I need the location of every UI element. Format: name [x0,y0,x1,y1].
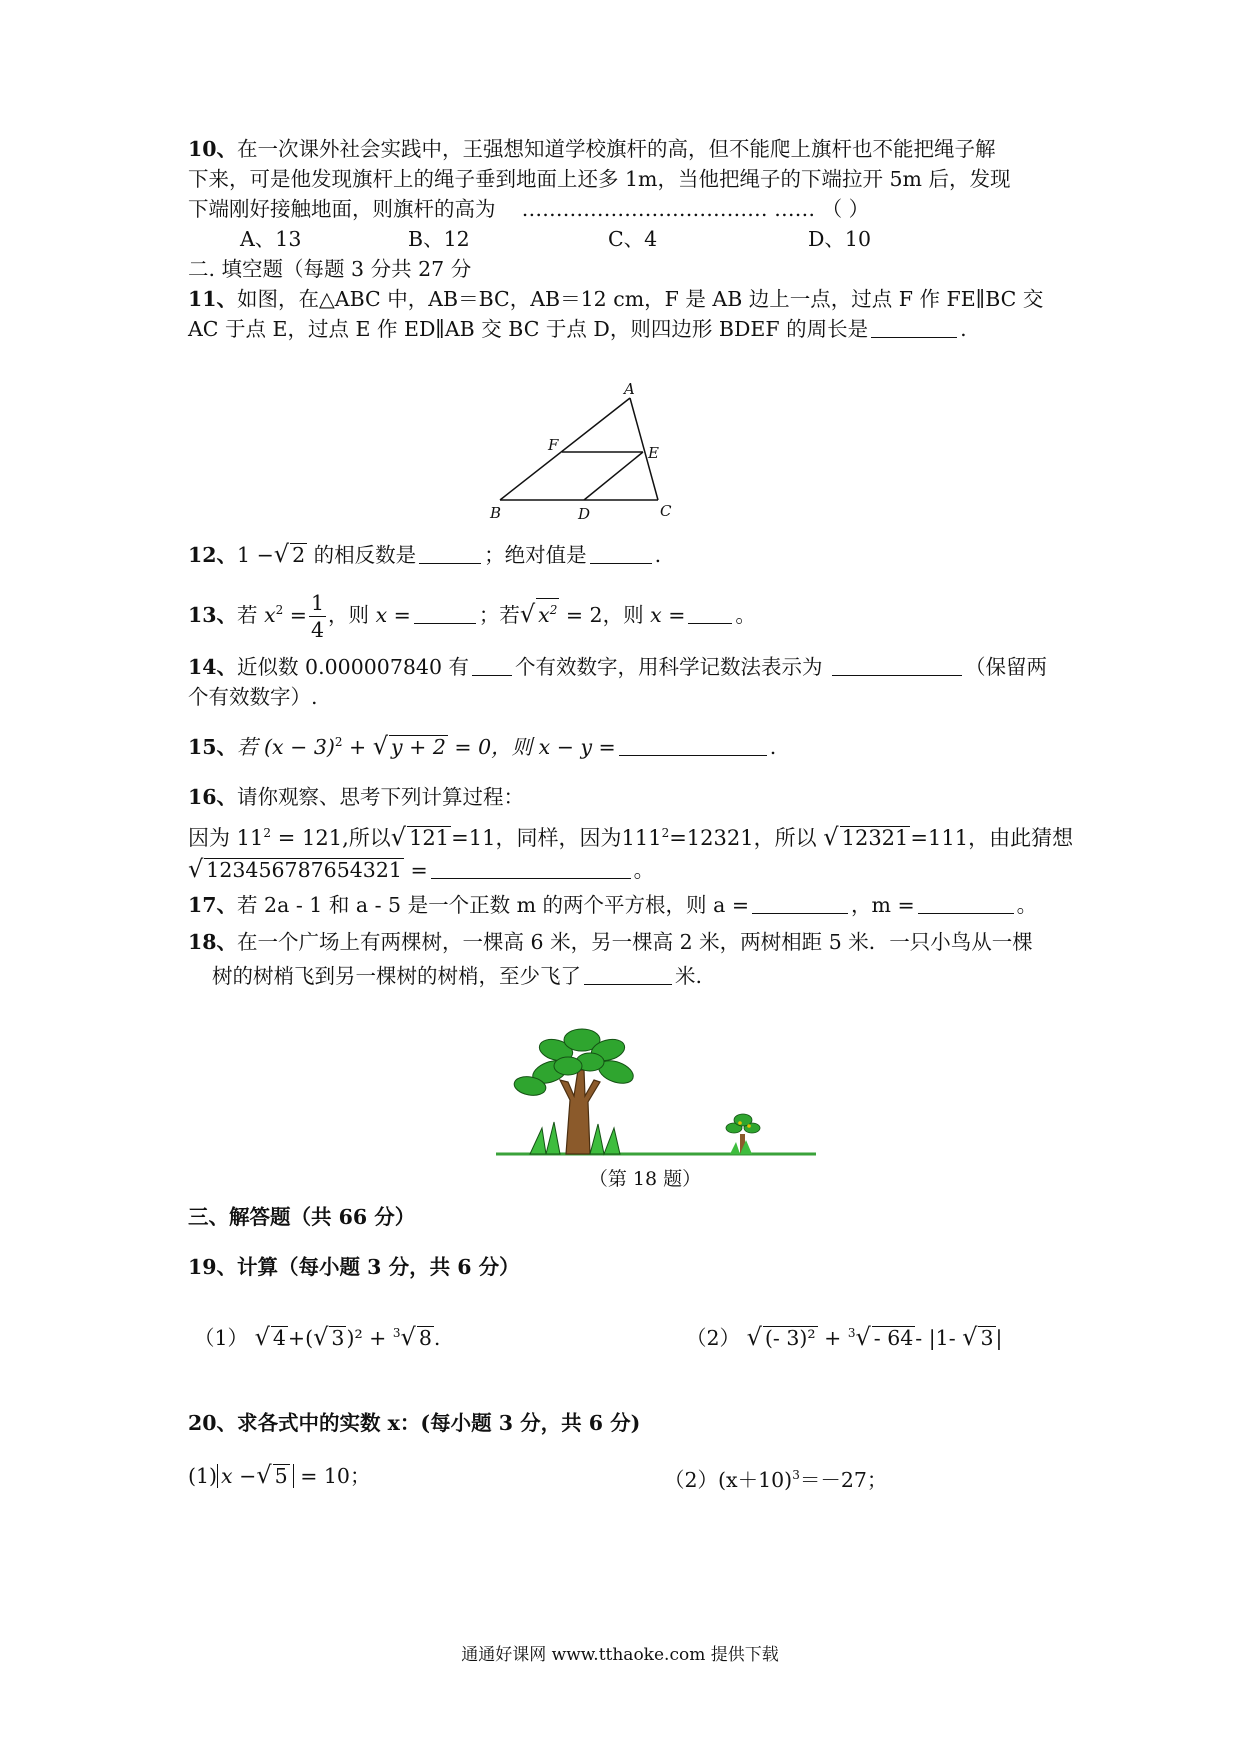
q14-blank-2 [832,655,962,676]
q16-line3: √ 123456787654321 = 。 [188,855,655,883]
q12-blank-1 [419,543,481,564]
q18-caption: （第 18 题） [588,1168,702,1190]
small-tree-icon [726,1114,760,1154]
fraction-one-quarter: $\frac{1}{4}$ [310,590,325,642]
q17-blank-2 [918,893,1014,914]
q12: 12、1 −√ 2 的相反数是 ；绝对值是 . [188,540,662,568]
q17-blank-1 [752,893,848,914]
q13-blank-2 [688,603,732,624]
q14-line2: 个有效数字）. [188,685,318,709]
triangle-figure [480,380,700,520]
option-c: C、4 [608,227,658,251]
q13-blank-1 [414,603,476,624]
trees-figure [490,1010,820,1160]
option-d: D、10 [808,227,872,251]
q12-blank-2 [590,543,652,564]
absolute-value-bars: x −√ 5 [217,1464,294,1488]
q18-line2: 树的树梢飞到另一棵树的树梢，至少飞了 米. [212,964,703,988]
q16-line1: 16、请你观察、思考下列计算过程： [188,785,525,809]
label-a: A [624,380,635,398]
q13: 13、若 $x^2$ = $\frac{1}{4}$ ，则 x = ；若√ $x^2 = 2$，则 x = 。 [188,590,756,642]
q15-blank [619,735,767,756]
q20-part2: $(2)(x+10)^3=-27$； [664,1467,888,1492]
q14-line1: 14、近似数 0.000007840 有 个有效数字，用科学记数法表示为 （保留两 [188,655,1048,679]
q19-title: 19、计算（每小题 3 分，共 6 分） [188,1255,520,1279]
segment-ed [584,452,643,500]
section2-heading: 二. 填空题（每题 3 分共 27 分 [188,257,472,281]
side-ab [500,398,630,500]
section3-heading: 三、解答题（共 66 分） [188,1205,416,1229]
label-f: F [548,436,559,454]
q11-line2: AC 于点 E，过点 E 作 ED∥AB 交 BC 于点 D，则四边形 BDEF 的周长是 . [188,317,967,341]
q19-part2: （2） √ (- 3)² + $^3$√ - 64- |1- √ 3| [686,1322,1003,1351]
q10-line1: 10、在一次课外社会实践中，王强想知道学校旗杆的高，但不能爬上旗杆也不能把绳子解 [188,137,996,161]
page-footer: 通通好课网 www.tthaoke.com 提供下载 [461,1645,779,1665]
label-d: D [578,505,591,520]
q18-blank [584,964,672,985]
q10-line2: 下来，可是他发现旗杆上的绳子垂到地面上还多 1m，当他把绳子的下端拉开 5m 后，发现 [188,167,1011,191]
label-b: B [490,504,502,520]
label-e: E [648,444,659,462]
q18-line1: 18、在一个广场上有两棵树，一棵高 6 米，另一棵高 2 米，两树相距 5 米．一只小鸟从一棵 [188,930,1033,954]
q11-line1: 11、如图，在△ABC 中，AB＝BC，AB＝12 cm，F 是 AB 边上一点，过点 F 作 FE∥BC 交 [188,287,1044,311]
big-tree-icon [513,1029,637,1154]
label-c: C [660,502,672,520]
q11-answer-blank [871,317,957,338]
q16-blank [431,858,631,879]
q20-part1: (1) x −√ 5 = 10； [188,1461,371,1489]
q16-line2: 因为 $11^2 = 121$,所以√ 121=11，同样，因为$111^2=12321$，所以 √ 12321=111，由此猜想 [188,823,1074,851]
q17: 17、若 2a - 1 和 a - 5 是一个正数 m 的两个平方根，则 a = ，m = 。 [188,893,1038,917]
q10-dots: ……………………………… …… （ ） [521,197,870,221]
q20-title: 20、求各式中的实数 x：(每小题 3 分，共 6 分) [188,1411,641,1435]
q15: 15、若 $(x - 3)^2$ + √ y + 2 = 0，则 x − y = . [188,731,777,760]
q10-line3: 下端刚好接触地面，则旗杆的高为 ……………………………… …… （ ） [188,197,870,221]
option-b: B、12 [408,227,470,251]
q10-number: 10、 [188,137,238,161]
q14-blank-1 [472,655,512,676]
option-a: A、13 [240,227,302,251]
q19-part1: （1） √ 4+(√ 3)² + $^3$√ 8. [194,1322,441,1351]
